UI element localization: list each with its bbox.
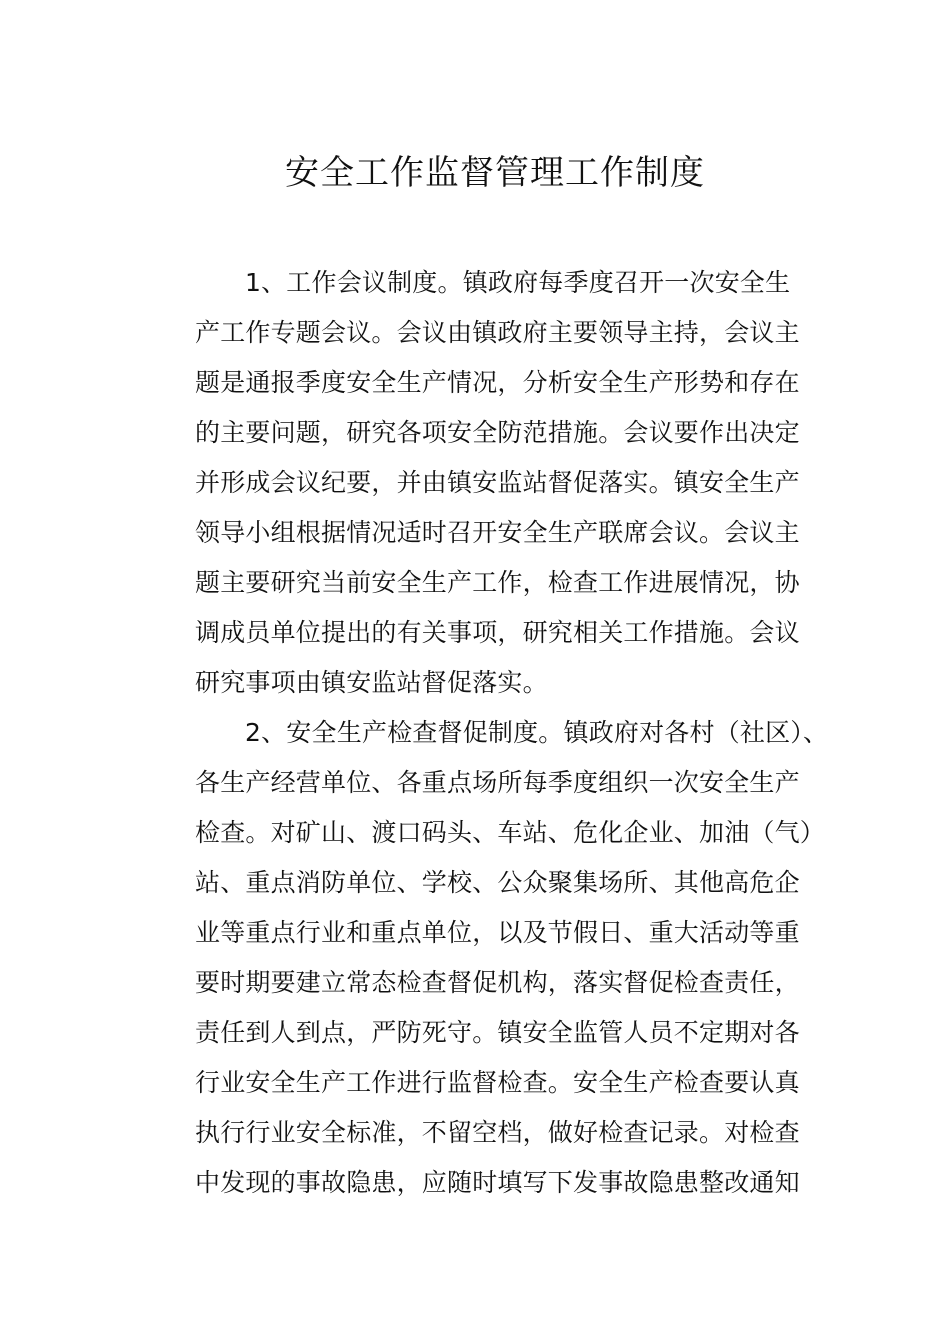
paragraph-1-line-7: 题主要研究当前安全生产工作，检查工作进展情况，协 (195, 568, 800, 597)
paragraph-1-line-4: 的主要问题，研究各项安全防范措施。会议要作出决定 (195, 418, 800, 447)
paragraph-2-line-8: 行业安全生产工作进行监督检查。安全生产检查要认真 (195, 1068, 800, 1097)
paragraph-1-line-3: 题是通报季度安全生产情况，分析安全生产形势和存在 (195, 368, 800, 397)
paragraph-1-line-8: 调成员单位提出的有关事项，研究相关工作措施。会议 (195, 618, 800, 647)
paragraph-2-line-4: 站、重点消防单位、学校、公众聚集场所、其他高危企 (195, 868, 800, 897)
paragraph-1-line-1: 1、工作会议制度。镇政府每季度召开一次安全生 (245, 268, 791, 297)
paragraph-2-line-6: 要时期要建立常态检查督促机构，落实督促检查责任， (195, 968, 800, 997)
paragraph-2-line-5: 业等重点行业和重点单位，以及节假日、重大活动等重 (195, 918, 800, 947)
document-title: 安全工作监督管理工作制度 (285, 153, 705, 193)
paragraph-2-line-2: 各生产经营单位、各重点场所每季度组织一次安全生产 (195, 768, 800, 797)
paragraph-1-line-5: 并形成会议纪要，并由镇安监站督促落实。镇安全生产 (195, 468, 800, 497)
paragraph-1-line-6: 领导小组根据情况适时召开安全生产联席会议。会议主 (195, 518, 800, 547)
paragraph-2-line-1: 2、安全生产检查督促制度。镇政府对各村（社区）、 (245, 718, 829, 747)
paragraph-2-line-9: 执行行业安全标准，不留空档，做好检查记录。对检查 (195, 1118, 800, 1147)
paragraph-2-line-10: 中发现的事故隐患，应随时填写下发事故隐患整改通知 (195, 1168, 800, 1197)
paragraph-1-line-9: 研究事项由镇安监站督促落实。 (195, 668, 548, 697)
paragraph-2-line-3: 检查。对矿山、渡口码头、车站、危化企业、加油（气） (195, 818, 826, 847)
paragraph-1-line-2: 产工作专题会议。会议由镇政府主要领导主持，会议主 (195, 318, 800, 347)
paragraph-2-line-7: 责任到人到点，严防死守。镇安全监管人员不定期对各 (195, 1018, 800, 1047)
